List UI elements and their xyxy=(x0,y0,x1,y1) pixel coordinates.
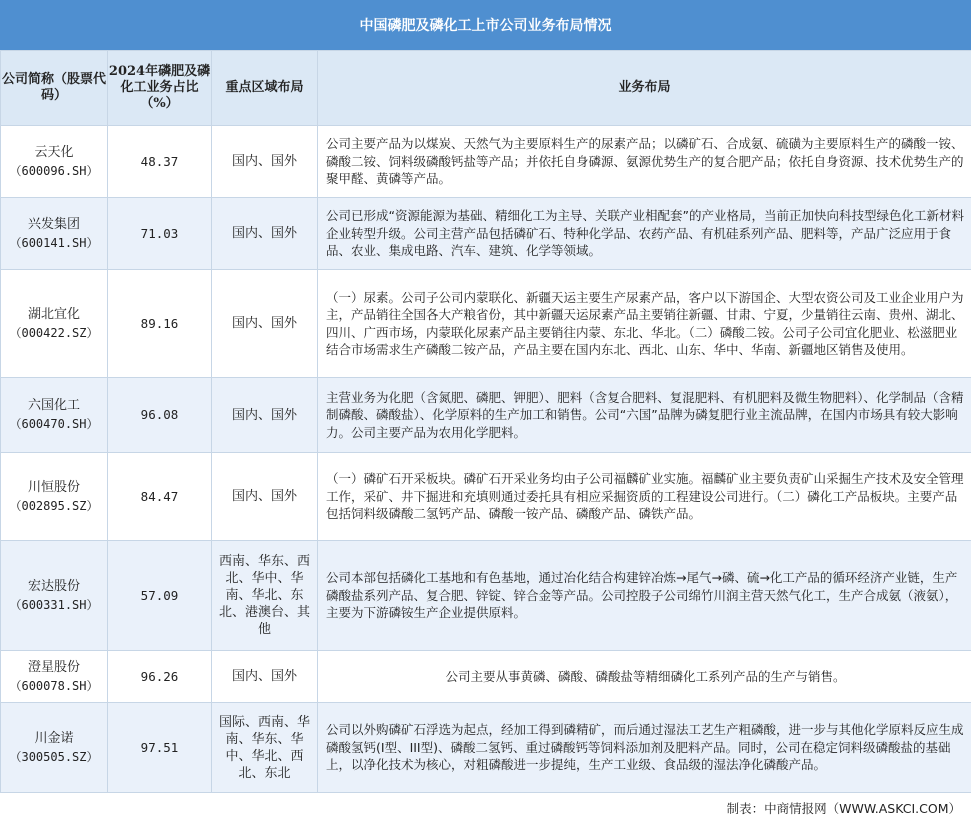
business-cell: 公司以外购磷矿石浮选为起点，经加工得到磷精矿，而后通过湿法工艺生产粗磷酸，进一步与其他化学原料反应生成磷酸氢钙(I型、III型)、磷酸二氢钙、重过磷酸钙等饲料添加剂及肥料产品。同时，公司在稳定饲料级磷酸盐的基础上，以净化技术为核心，对粗磷酸进一步提纯，生产工业级、食品级的湿法净化磷酸产品。 xyxy=(318,703,971,793)
share-cell: 48.37 xyxy=(108,126,212,198)
company-name: 六国化工 xyxy=(27,398,80,413)
business-cell: 公司主要产品为以煤炭、天然气为主要原料生产的尿素产品；以磷矿石、合成氨、硫磺为主要原料生产的磷酸一铵、磷酸二铵、饲料级磷酸钙盐等产品；并依托自身磷源、氨源优势生产的复合肥产品；依托自身资源、技术优势生产的聚甲醛、黄磷等产品。 xyxy=(318,126,971,198)
region-cell: 国内、国外 xyxy=(212,453,318,541)
source-footer: 制表：中商情报网（WWW.ASKCI.COM） xyxy=(0,792,971,823)
stock-code: （600078.SH） xyxy=(9,678,99,693)
company-cell xyxy=(1,270,108,378)
header-business: 业务布局 xyxy=(318,51,971,126)
region-cell: 西南、华东、西北、华中、华南、华北、东北、港澳台、其他 xyxy=(212,541,318,651)
table-row xyxy=(1,198,971,270)
header-region: 重点区域布局 xyxy=(212,51,318,126)
stock-code: （000422.SZ） xyxy=(9,325,99,340)
share-cell: 89.16 xyxy=(108,270,212,378)
stock-code: （600331.SH） xyxy=(9,597,99,612)
table-row xyxy=(1,541,971,651)
company-cell xyxy=(1,378,108,453)
business-cell: （一）磷矿石开采板块。磷矿石开采业务均由子公司福麟矿业实施。福麟矿业主要负责矿山采掘生产技术及安全管理工作，采矿、井下掘进和充填则通过委托具有相应采掘资质的工程建设公司进行。（二）磷化工产品板块。主要产品包括饲料级磷酸二氢钙产品、磷酸一铵产品、磷酸产品、磷铁产品。 xyxy=(318,453,971,541)
business-cell: 主营业务为化肥（含氮肥、磷肥、钾肥）、肥料（含复合肥料、复混肥料、有机肥料及微生物肥料）、化学制品（含精制磷酸、磷酸盐）、化学原料的生产加工和销售。公司“六国”品牌为磷复肥行业主流品牌，在国内市场具有较大影响力。公司主要产品为农用化学肥料。 xyxy=(318,378,971,453)
stock-code: （600141.SH） xyxy=(9,235,99,250)
region-cell: 国内、国外 xyxy=(212,198,318,270)
business-cell: 公司本部包括磷化工基地和有色基地，通过冶化结合构建锌冶炼→尾气→磷、硫→化工产品的循环经济产业链，生产磷酸盐系列产品、复合肥、锌锭、锌合金等产品。公司控股子公司绵竹川润主营天然气化工，生产合成氨（液氨），主要为下游磷铵生产企业提供原料。 xyxy=(318,541,971,651)
share-cell: 84.47 xyxy=(108,453,212,541)
company-cell xyxy=(1,126,108,198)
region-cell: 国际、西南、华南、华东、华中、华北、西北、东北 xyxy=(212,703,318,793)
stock-code: （600096.SH） xyxy=(9,163,99,178)
header-share: 2024年磷肥及磷化工业务占比（%） xyxy=(108,51,212,126)
header-company: 公司简称（股票代码） xyxy=(1,51,108,126)
company-name: 川恒股份 xyxy=(27,479,80,495)
company-name: 云天化 xyxy=(34,144,74,160)
share-cell: 96.26 xyxy=(108,651,212,703)
region-cell: 国内、国外 xyxy=(212,651,318,703)
company-cell xyxy=(1,703,108,793)
company-name: 宏达股份 xyxy=(27,578,80,594)
region-cell: 国内、国外 xyxy=(212,126,318,198)
header-row xyxy=(1,51,971,126)
region-cell: 国内、国外 xyxy=(212,270,318,378)
company-name: 川金诺 xyxy=(34,730,74,746)
share-cell: 96.08 xyxy=(108,378,212,453)
business-cell: 公司已形成“资源能源为基础、精细化工为主导、关联产业相配套”的产业格局，当前正加快向科技型绿色化工新材料企业转型升级。公司主营产品包括磷矿石、特种化学品、农药产品、有机硅系列产品、肥料等，产品广泛应用于食品、农业、集成电路、汽车、建筑、化学等领域。 xyxy=(318,198,971,270)
table-row xyxy=(1,703,971,793)
company-name: 兴发集团 xyxy=(27,216,80,232)
table-row xyxy=(1,378,971,453)
company-cell xyxy=(1,541,108,651)
table-row xyxy=(1,126,971,198)
company-cell xyxy=(1,651,108,703)
company-name: 澄星股份 xyxy=(27,659,80,675)
share-cell: 71.03 xyxy=(108,198,212,270)
business-cell: （一）尿素。公司子公司内蒙联化、新疆天运主要生产尿素产品，客户以下游国企、大型农资公司及工业企业用户为主，产品销往全国各大产粮省份，其中新疆天运尿素产品主要销往新疆、甘肃、宁夏，少量销往云南、贵州、湖北、四川、广西市场，内蒙联化尿素产品主要销往内蒙、东北、华北。（二）磷酸二铵。公司子公司宜化肥业、松滋肥业结合市场需求生产磷酸二铵产品，产品主要在国内东北、西北、山东、华中、华南、新疆地区销售及使用。 xyxy=(318,270,971,378)
table-row xyxy=(1,453,971,541)
business-table xyxy=(0,50,971,793)
stock-code: （600470.SH） xyxy=(9,417,99,431)
company-cell xyxy=(1,198,108,270)
table-row xyxy=(1,270,971,378)
stock-code: （002895.SZ） xyxy=(9,498,99,513)
table-title: 中国磷肥及磷化工上市公司业务布局情况 xyxy=(0,0,971,50)
stock-code: （300505.SZ） xyxy=(9,749,99,764)
region-cell: 国内、国外 xyxy=(212,378,318,453)
table-row xyxy=(1,651,971,703)
business-cell: 公司主要从事黄磷、磷酸、磷酸盐等精细磷化工系列产品的生产与销售。 xyxy=(318,651,971,703)
share-cell: 57.09 xyxy=(108,541,212,651)
share-cell: 97.51 xyxy=(108,703,212,793)
company-cell xyxy=(1,453,108,541)
company-name: 湖北宜化 xyxy=(27,306,80,322)
